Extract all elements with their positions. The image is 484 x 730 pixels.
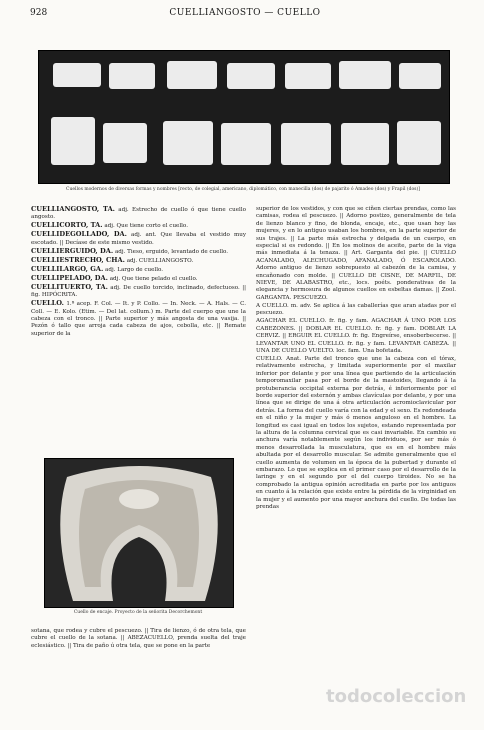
dictionary-entry [31, 300, 246, 338]
entry-headword: CUELLO. [31, 299, 64, 308]
collar-image [109, 63, 155, 89]
dictionary-entry: A CUELLO. m. adv. Se aplica á las caballerías que aran atadas por el pescuezo. [256, 302, 456, 317]
collar-image [281, 123, 331, 165]
collar-image [341, 123, 389, 165]
watermark: todocoleccion [326, 686, 467, 707]
entry-headword: CUELLIPELADO, DA. [31, 273, 108, 282]
collar-image [227, 63, 275, 89]
collar-image [53, 63, 101, 87]
dictionary-entry: AGACHAR EL CUELLO. fr. fig. y fam. AGACHAR Á UNO POR LOS CABEZONES. || DOBLAR EL CUELLO. fr. fig. y fam. DOBLAR LA CERVIZ. || ERGUIR EL CUELLO. fr. fig. Engreírse, ensoberbecerse. || LEVANTAR UNO EL CUELLO. fr. fig. y fam. LEVANTAR CABEZA. || UNA DE CUELLO VUELTO. loc. fam. Una bofetada. [256, 318, 456, 354]
entry-headword: CUELLITUERTO, TA. [31, 282, 108, 291]
page-header [30, 8, 460, 22]
collar-image [163, 121, 213, 165]
dictionary-entry [31, 206, 246, 222]
page-number: 928 [30, 8, 48, 18]
entry-definition: adj. Estrecho de cuello ó que tiene cuello angosto. [31, 207, 246, 221]
lace-collar-photograph [44, 458, 234, 608]
page-title: CUELLIANGOSTO — CUELLO [169, 8, 321, 18]
entry-definition: adj. De cuello torcido, inclinado, defectuoso. || fig. HIPÓCRITA. [31, 284, 246, 299]
dictionary-entry: CUELLO. Anat. Parte del tronco que une la cabeza con el tórax, relativamente estrecha, y limitada superiormente por el maxilar inferior por delante y por una línea que partiendo de la articulación temporomaxilar pasa por el borde de la mastoides, llegando á la protuberancia occipital externa por detrás, é inferiormente por el borde superior del esternón y ambas clavículas por delante, y por una línea que se dirige de una á otra articulación acromioclavicular por detrás. La forma del cuello varía con la edad y el sexo. Es redondeada en el niño y la mujer y más ó menos anguloso en el hombre. La longitud es casi igual en todos los sujetos, estando representada por la altura de la columna cervical que es casi invariable. En cambio su anchura varía notablemente según los individuos, por ser más ó menos desarrollada la musculatura, que es en el hombre más abultada por el desarrollo muscular. Se admite generalmente que el cuello aumenta de volumen en la época de la pubertad y durante el embarazo. Lo que se explica en el primer caso por el desarrollo de la laringe y en el segundo por el del cuerpo tiroides. No se ha comprobado la antigua opinión acreditada en parte por los antiguos en cuanto á la relación que existe entre la pérdida de la virginidad en la mujer y el aumento por una mayor anchura del cuello. De todas las prendas [256, 355, 456, 511]
bottom-left-text [31, 628, 246, 651]
right-column [256, 206, 456, 512]
entry-headword: CUELLICORTO, TA. [31, 221, 103, 230]
collar-image [103, 123, 147, 163]
collar-image [51, 117, 95, 165]
entry-headword: CUELLIANGOSTO, TA. [31, 205, 115, 213]
dictionary-entry [31, 231, 246, 247]
collar-image [285, 63, 331, 89]
entry-headword: CUELLIESTRECHO, CHA. [31, 255, 125, 264]
dictionary-entry: superior de los vestidos, y con que se ciñen ciertas prendas, como las camisas, rodea el pescuezo. || Adorno postizo, generalmente de tela de lienzo blanco y fino, de blonda, encaje, etc., que usan hoy las mujeres, y en lo antiguo usaban los hombres, en la parte superior de sus trajes. || La parte más estrecha y delgada de un cuerpo, en especial si es redondo. || En los molinos de aceite, parte de la viga más inmediata á la tenaza. || Art. Garganta del pie. || CUELLO ACANALADO, ALECHUGADO, AFANALADO, Ó ESCAROLADO. Adorno antiguo de lienzo sobrepuesto al cabezón de la camisa, y encañonado con molde. || CUELLO DE CISNE, DE MARFIL, DE NIEVE, DE ALABASTRO, etc., locs. poéts. ponderativas de la elegancia y hermosura de algunos cuellos en esbeltas damas. || Zool. GARGANTA. PESCUEZO. [256, 206, 456, 301]
entry-headword: CUELLIERGUIDO, DA. [31, 246, 114, 255]
top-figure-caption: Cuellos modernos de diversas formas y nombres [recto, de colegial, americano, diplomático, con manecilla (dos) de pajarito ó Amadeo (dos) y Frapil (dos)] [66, 187, 420, 192]
collars-photograph [38, 50, 450, 184]
lace-collar-image [45, 459, 233, 607]
entry-definition: adj. CUELLIANGOSTO. [126, 257, 194, 264]
collar-image [399, 63, 441, 89]
entry-headword: CUELLILARGO, GA. [31, 264, 104, 273]
entry-definition: adj. Tieso, erguido, levantado de cuello. [114, 248, 229, 255]
collar-image [339, 61, 391, 89]
left-column [31, 206, 246, 339]
collar-image [167, 61, 217, 89]
entry-definition: adj. Que tiene corto el cuello. [104, 223, 188, 230]
dictionary-entry [31, 284, 246, 300]
entry-definition: adj. Largo de cuello. [105, 266, 164, 273]
entry-definition: adj. ant. Que llevaba el vestido muy escotado. || Decíase de este mismo vestido. [31, 232, 247, 246]
collar-image [221, 123, 271, 165]
entry-headword: CUELLIDEGOLLADO, DA. [31, 230, 127, 239]
collar-image [397, 121, 441, 165]
lace-figure-caption: Cuello de encaje. Proyecto de la señorita Decorchemont [73, 610, 203, 615]
dictionary-entry: sotana, que rodea y cubre el pescuezo. || Tira de lienzo, ó de otra tela, que cubre el cuello de la sotana. || ABEZACUELLO, prenda suelta del traje eclesiástico. || Tira de paño ú otra tela, que se pone en la parte [31, 628, 246, 649]
entry-definition: 1.ª acep. F. Col. — It. y P. Collo. — In. Neck. — A. Hals. — C. Coll. — E. Kolo. (Etim. — Del lat. collum.) m. Parte del cuerpo que une la cabeza con el tronco. || Parte superior y más angosta de una vasija. || Pezón ó tallo que arroja cada cabeza de ajos, cebolla, etc. || Remate superior de la [31, 301, 246, 337]
entry-definition: adj. Que tiene pelado el cuello. [109, 275, 198, 282]
